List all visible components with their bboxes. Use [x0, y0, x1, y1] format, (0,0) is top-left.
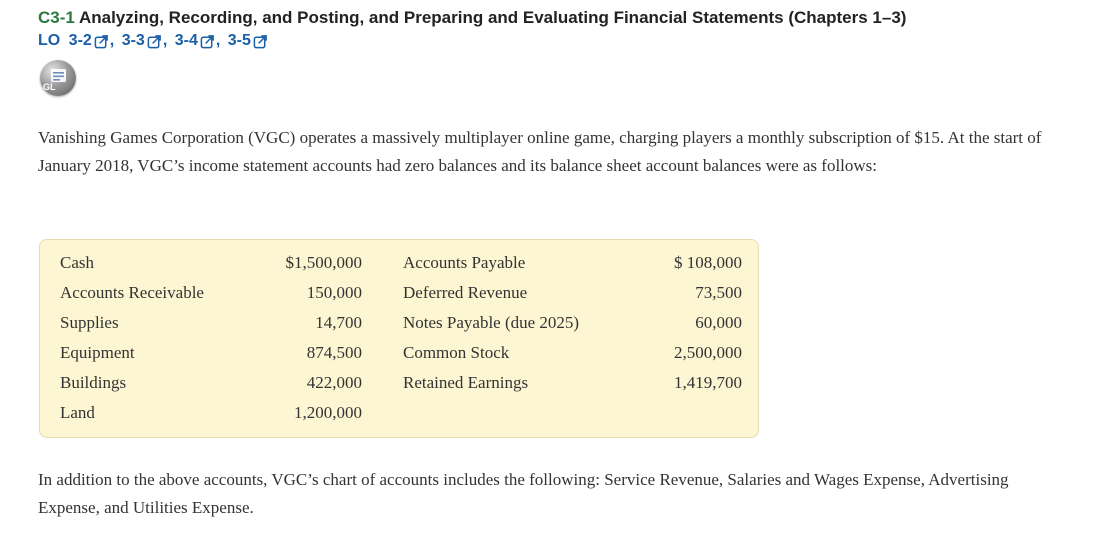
- right-account-name: Accounts Payable: [403, 253, 526, 272]
- right-account-value: 2,500,000: [674, 343, 742, 362]
- right-account-name: Common Stock: [403, 343, 510, 362]
- learning-objectives: [38, 30, 906, 52]
- case-title-text: Analyzing, Recording, and Posting, and Preparing and Evaluating Financial Statements (Chapters 1–3): [78, 8, 907, 27]
- lo-ref-text: 3-5: [227, 32, 251, 49]
- account-row: [40, 308, 760, 338]
- intro-paragraph: Vanishing Games Corporation (VGC) operates a massively multiplayer online game, charging players a monthly subscription of $15. At the start of January 2018, VGC’s income statement accounts had zero balances and its balance sheet account balances were as follows:: [38, 128, 1042, 175]
- lo-ref-text: 3-2: [68, 32, 92, 49]
- left-account-name: Land: [60, 403, 95, 422]
- lo-link-3-5[interactable]: [228, 30, 268, 52]
- lo-separator: ,: [109, 32, 115, 49]
- left-account-value: 874,500: [306, 343, 362, 362]
- lo-label: LO: [38, 32, 61, 49]
- right-account-value: 1,419,700: [674, 373, 742, 392]
- gl-badge-icon[interactable]: [40, 60, 76, 96]
- left-account-value: $1,500,000: [285, 253, 362, 272]
- account-row: [40, 248, 760, 278]
- right-account-name: Retained Earnings: [403, 373, 529, 392]
- lo-ref-text: 3-3: [121, 32, 145, 49]
- gl-badge-label: GL: [43, 82, 56, 92]
- left-account-name: Buildings: [60, 373, 127, 392]
- external-link-icon: [200, 34, 215, 49]
- left-account-value: 1,200,000: [294, 403, 362, 422]
- external-link-icon: [253, 34, 268, 49]
- account-row: [40, 368, 760, 398]
- left-account-value: 422,000: [306, 373, 362, 392]
- external-link-icon: [147, 34, 162, 49]
- account-row: [40, 338, 760, 368]
- right-account-value: $ 108,000: [674, 253, 742, 272]
- account-row: [40, 398, 760, 428]
- left-account-value: 150,000: [306, 283, 362, 302]
- case-header: [38, 6, 906, 52]
- case-code: C3-1: [38, 8, 75, 27]
- lo-separator: ,: [162, 32, 168, 49]
- right-account-name: Deferred Revenue: [403, 283, 528, 302]
- lo-separator: ,: [215, 32, 221, 49]
- left-account-name: Cash: [60, 253, 94, 272]
- lo-ref-text: 3-4: [174, 32, 198, 49]
- closing-paragraph: In addition to the above accounts, VGC’s chart of accounts includes the following: Service Revenue, Salaries and Wages Expense, Advertising Expense, and Utilities Expense.: [38, 470, 1009, 517]
- right-account-value: 73,500: [695, 283, 742, 302]
- right-account-value: 60,000: [695, 313, 742, 332]
- account-row: [40, 278, 760, 308]
- left-account-name: Supplies: [60, 313, 119, 332]
- lo-link-3-3[interactable]: [122, 30, 162, 52]
- external-link-icon: [94, 34, 109, 49]
- account-balances-box: [39, 239, 759, 438]
- left-account-value: 14,700: [315, 313, 362, 332]
- case-title: [38, 6, 906, 30]
- left-account-name: Equipment: [60, 343, 135, 362]
- lo-link-3-2[interactable]: [69, 30, 109, 52]
- lo-link-3-4[interactable]: [175, 30, 215, 52]
- right-account-name: Notes Payable (due 2025): [403, 313, 580, 332]
- left-account-name: Accounts Receivable: [60, 283, 204, 302]
